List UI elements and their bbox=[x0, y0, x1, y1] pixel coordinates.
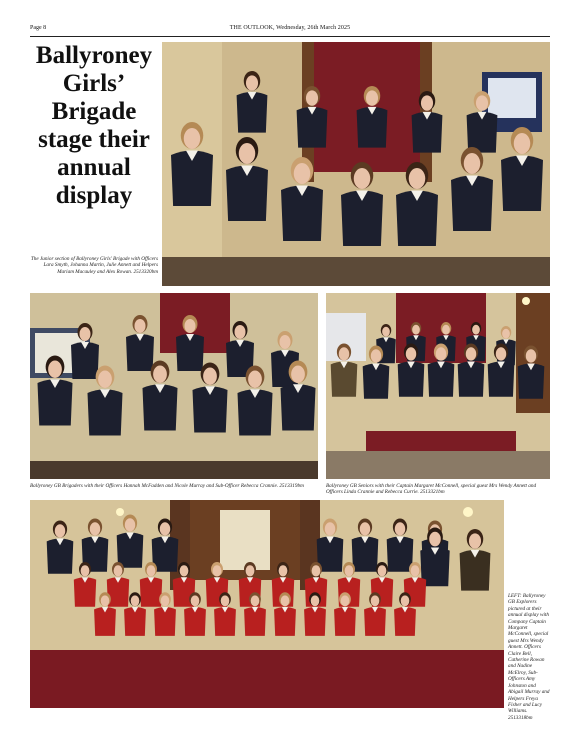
photo-seniors bbox=[326, 293, 550, 479]
caption-explorers: LEFT: Ballyroney GB Explorers pictured at their annual display with Company Captain Margaret McConnell, special guest Mrs Wendy Annett. Officers Claire Bell, Catherine Rowan and Nadine McElroy, Sub-Officers Amy Johnston and Abigail Murray and Helpers Freya Fisher and Lucy Williams. 2513318bm bbox=[508, 593, 550, 721]
caption-brigaders: Ballyroney GB Brigaders with their Officers Hannah McFadden and Nicole Murray and Sub-Officer Rebecca Crannie. 2513319bm bbox=[30, 483, 304, 489]
caption-junior-section: The Junior section of Ballyroney Girls' Brigade with Officers Lara Smyth, Johanna Martin, Julie Annett and Helpers Mariam Macauley and Alex Rowan. 2513320bm bbox=[30, 256, 158, 275]
caption-seniors: Ballyroney GB Seniors with their Captain Margaret McConnell, special guest Mrs Wendy Annett and Officers Linda Crannie and Rebecca Currie. 2513321bm bbox=[326, 483, 537, 496]
masthead: THE OUTLOOK, Wednesday, 26th March 2025 bbox=[229, 25, 351, 31]
photo-explorers bbox=[30, 500, 504, 708]
article-headline: Ballyroney Girls’ Brigade stage their annual display bbox=[35, 42, 153, 209]
header-rule bbox=[30, 36, 550, 37]
photo-brigaders bbox=[30, 293, 318, 479]
photo-junior-section bbox=[162, 42, 550, 286]
page-number: Page 8 bbox=[30, 25, 47, 31]
